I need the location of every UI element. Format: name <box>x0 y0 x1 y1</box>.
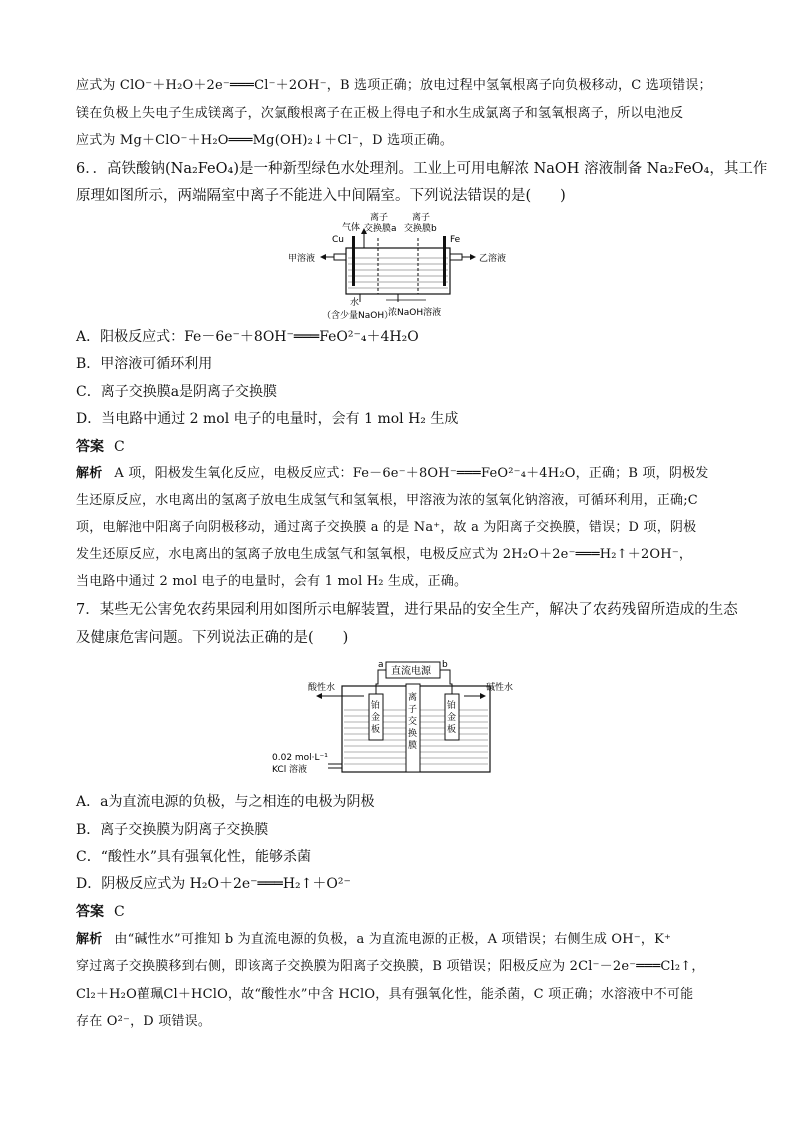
q6-left-solution-label: 甲溶液 <box>288 254 316 264</box>
q6-analysis-line-3: 项，电解池中阳离子向阴极移动，通过离子交换膜 a 的是 Na⁺，故 a 为阳离子交换膜，错误；D 项，阴极 <box>76 520 697 535</box>
q6-right-solution-label: 乙溶液 <box>479 254 507 264</box>
q6-analysis-label: 解析 <box>76 466 103 481</box>
svg-text:离: 离 <box>408 693 418 703</box>
q6-analysis-line-1: 解析 A 项，阳极发生氧化反应，电极反应式：Fe－6e⁻＋8OH⁻═══FeO²⁻₄＋4H₂O，正确；B 项，阴极发 <box>76 466 709 481</box>
q6-option-d: D．当电路中通过 2 mol 电子的电量时，会有 1 mol H₂ 生成 <box>76 411 459 427</box>
svg-text:铂: 铂 <box>447 701 457 711</box>
q7-option-d: D．阴极反应式为 H₂O＋2e⁻═══H₂↑＋O²⁻ <box>76 876 351 892</box>
q6-membrane-a-label-2: 交换膜a <box>364 224 397 234</box>
q6-answer-value: C <box>114 439 125 455</box>
q7-analysis-line-1: 解析 由“碱性水”可推知 b 为直流电源的负极，a 为直流电源的正极，A 项错误；右侧生成 OH⁻，K⁺ <box>76 932 672 947</box>
svg-text:交: 交 <box>408 717 418 727</box>
q6-answer <box>76 437 720 457</box>
q7-answer <box>76 902 720 922</box>
q7-kcl-conc-label: 0.02 mol·L⁻¹ <box>272 753 328 763</box>
q7-option-c: C．“酸性水”具有强氧化性，能够杀菌 <box>76 849 312 865</box>
q6-water-note: （含少量NaOH） <box>322 311 394 321</box>
q7-acid-water-label: 酸性水 <box>308 683 336 693</box>
q6-answer-label: 答案 <box>76 439 104 455</box>
q7-stem-line-1: 7．某些无公害免农药果园利用如图所示电解装置，进行果品的安全生产，解决了农药残留所造成的生态 <box>76 602 738 618</box>
q6-water-label: 水 <box>350 298 360 308</box>
q7-stem-line-2: 及健康危害问题。下列说法正确的是( ) <box>76 630 349 646</box>
q7-electrolysis-figure <box>268 656 526 780</box>
q6-naoh-label: 浓NaOH溶液 <box>388 308 442 318</box>
q6-analysis-line-4: 发生还原反应，水电离出的氢离子放电生成氢气和氢氧根，电极反应式为 2H₂O＋2e⁻═══H₂↑＋2OH⁻， <box>76 547 693 562</box>
svg-text:金: 金 <box>447 713 457 723</box>
svg-text:膜: 膜 <box>408 741 418 751</box>
q6-cu-electrode <box>352 236 355 286</box>
q6-electrolysis-figure <box>286 210 516 322</box>
q6-membrane-b-label-2: 交换膜b <box>404 224 437 234</box>
q7-alkaline-water-label: 碱性水 <box>486 683 514 693</box>
prev-analysis-line-3: 应式为 Mg＋ClO⁻＋H₂O═══Mg(OH)₂↓＋Cl⁻，D 选项正确。 <box>76 133 454 148</box>
q6-fe-electrode <box>443 236 446 286</box>
q7-answer-label: 答案 <box>76 904 104 920</box>
q6-liquid <box>348 258 448 288</box>
q7-terminal-a: a <box>378 660 384 670</box>
svg-text:子: 子 <box>408 705 418 715</box>
svg-text:金: 金 <box>371 713 381 723</box>
q7-terminal-b: b <box>442 660 448 670</box>
q6-membrane-a-label-1: 离子 <box>370 213 389 223</box>
q6-cu-label: Cu <box>332 235 344 245</box>
q7-analysis-line-4: 存在 O²⁻，D 项错误。 <box>76 1014 212 1029</box>
q7-option-b: B．离子交换膜为阴离子交换膜 <box>76 822 269 838</box>
q7-answer-value: C <box>114 904 125 920</box>
q6-stem-line-2: 原理如图所示，两端隔室中离子不能进入中间隔室。下列说法错误的是( ) <box>76 188 566 204</box>
q6-membrane-b-label-1: 离子 <box>412 213 431 223</box>
svg-text:板: 板 <box>371 725 381 735</box>
svg-text:板: 板 <box>447 725 457 735</box>
q6-tank <box>346 248 450 294</box>
svg-text:换: 换 <box>408 729 418 739</box>
q7-analysis-label: 解析 <box>76 932 103 947</box>
q6-option-c: C．离子交换膜a是阴离子交换膜 <box>76 384 278 400</box>
q6-gas-label: 气体 <box>342 223 361 233</box>
q6-option-a: A．阳极反应式：Fe－6e⁻＋8OH⁻═══FeO²⁻₄＋4H₂O <box>76 329 419 345</box>
svg-text:铂: 铂 <box>371 701 381 711</box>
q6-analysis-line-2: 生还原反应，水电离出的氢离子放电生成氢气和氢氧根，甲溶液为浓的氢氧化钠溶液，可循环利用，正确;C <box>76 493 698 508</box>
q7-analysis-line-2: 穿过离子交换膜移到右侧，即该离子交换膜为阳离子交换膜，B 项错误；阳极反应为 2Cl⁻－2e⁻═══Cl₂↑， <box>76 959 705 974</box>
q6-fe-label: Fe <box>450 235 461 245</box>
q7-kcl-label: KCl 溶液 <box>272 765 308 775</box>
prev-analysis-line-1: 应式为 ClO⁻＋H₂O＋2e⁻═══Cl⁻＋2OH⁻，B 选项正确；放电过程中氢氧根离子向负极移动，C 选项错误； <box>76 78 712 93</box>
q7-power-label: 直流电源 <box>391 666 431 677</box>
q6-option-b: B．甲溶液可循环利用 <box>76 356 213 372</box>
q6-analysis-line-5: 当电路中通过 2 mol 电子的电量时，会有 1 mol H₂ 生成，正确。 <box>76 574 468 589</box>
q7-option-a: A．a为直流电源的负极，与之相连的电极为阴极 <box>76 794 375 810</box>
q7-analysis-line-3: Cl₂＋H₂O雚珮Cl＋HClO，故“酸性水”中含 HClO，具有强氧化性，能杀菌，C 项正确；水溶液中不可能 <box>76 987 694 1002</box>
q6-stem-line-1: 6．．高铁酸钠(Na₂FeO₄)是一种新型绿色水处理剂。工业上可用电解浓 NaOH 溶液制备 Na₂FeO₄，其工作 <box>76 161 768 177</box>
prev-analysis-line-2: 镁在负极上失电子生成镁离子，次氯酸根离子在正极上得电子和水生成氯离子和氢氧根离子，所以电池反 <box>76 106 684 121</box>
